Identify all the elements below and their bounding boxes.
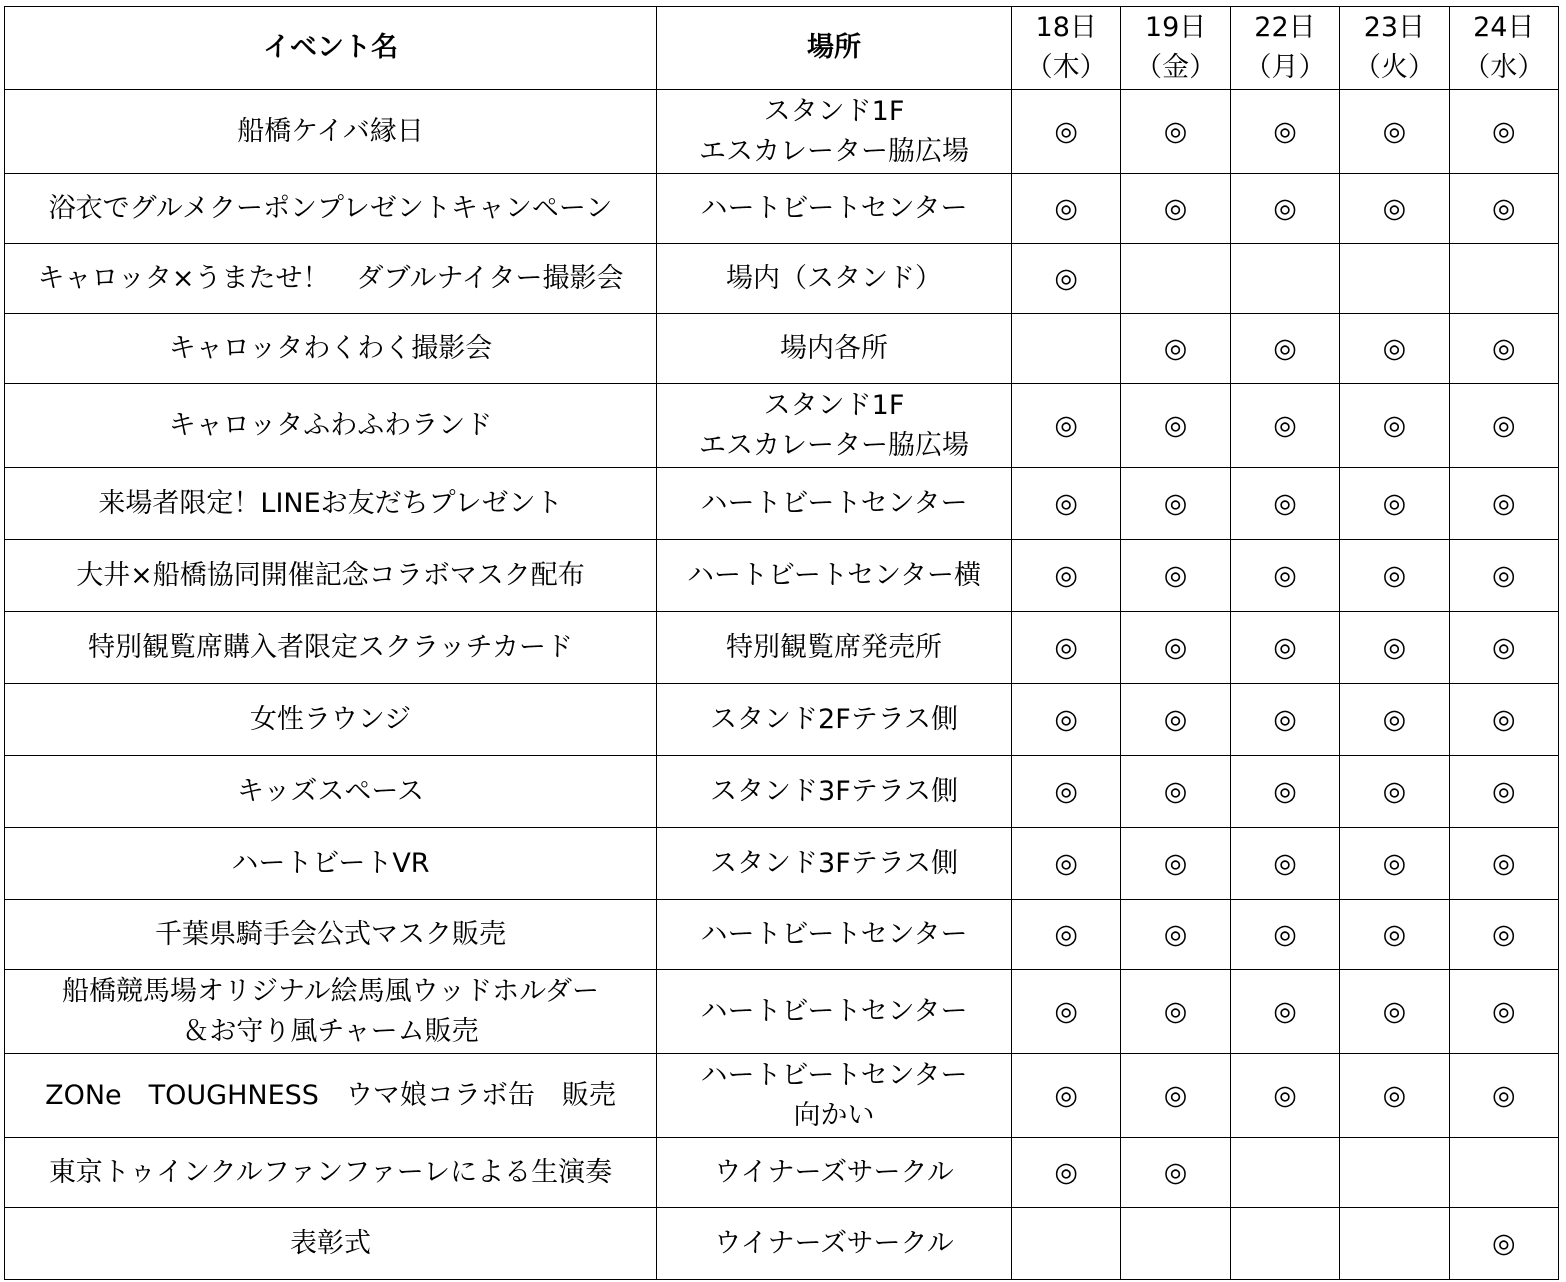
schedule-mark: ◎ [1340,90,1449,174]
schedule-mark [1230,244,1339,314]
schedule-mark: ◎ [1012,828,1121,900]
event-name-cell: 特別観覧席購入者限定スクラッチカード [5,612,657,684]
schedule-mark: ◎ [1449,756,1558,828]
schedule-mark: ◎ [1012,970,1121,1054]
schedule-mark: ◎ [1340,756,1449,828]
schedule-mark: ◎ [1449,90,1558,174]
schedule-mark: ◎ [1449,900,1558,970]
table-row [5,314,1559,384]
schedule-mark: ◎ [1012,684,1121,756]
schedule-mark: ◎ [1340,384,1449,468]
header-day-18: 18日 （木） [1012,7,1121,90]
place-cell: ハートビートセンター [657,970,1012,1054]
table-row [5,90,1559,174]
schedule-mark: ◎ [1230,684,1339,756]
schedule-mark: ◎ [1340,612,1449,684]
schedule-mark: ◎ [1340,174,1449,244]
schedule-mark: ◎ [1230,174,1339,244]
schedule-mark: ◎ [1230,540,1339,612]
event-name-cell: 女性ラウンジ [5,684,657,756]
table-row [5,684,1559,756]
header-event-name: イベント名 [5,7,657,90]
schedule-mark: ◎ [1121,174,1230,244]
schedule-mark: ◎ [1012,756,1121,828]
place-cell: スタンド1F エスカレーター脇広場 [657,90,1012,174]
schedule-mark [1340,1208,1449,1280]
event-name-cell: 表彰式 [5,1208,657,1280]
table-row [5,756,1559,828]
schedule-mark [1449,244,1558,314]
schedule-mark: ◎ [1230,612,1339,684]
schedule-mark: ◎ [1449,540,1558,612]
event-schedule-table [4,6,1559,1280]
schedule-mark: ◎ [1121,684,1230,756]
place-cell: ハートビートセンター横 [657,540,1012,612]
schedule-mark: ◎ [1012,900,1121,970]
schedule-mark: ◎ [1230,970,1339,1054]
schedule-mark: ◎ [1449,1054,1558,1138]
schedule-mark: ◎ [1012,468,1121,540]
event-name-cell: ハートビートVR [5,828,657,900]
event-name-cell: キッズスペース [5,756,657,828]
table-row [5,900,1559,970]
schedule-mark: ◎ [1121,900,1230,970]
schedule-mark [1340,244,1449,314]
event-name-cell: 船橋ケイバ縁日 [5,90,657,174]
schedule-mark: ◎ [1340,900,1449,970]
header-day-24: 24日 （水） [1449,7,1558,90]
schedule-mark: ◎ [1012,540,1121,612]
schedule-mark: ◎ [1230,314,1339,384]
table-row [5,384,1559,468]
schedule-mark: ◎ [1449,384,1558,468]
schedule-mark: ◎ [1340,684,1449,756]
place-cell: 場内各所 [657,314,1012,384]
schedule-mark: ◎ [1340,540,1449,612]
place-cell: スタンド3Fテラス側 [657,756,1012,828]
schedule-mark: ◎ [1340,314,1449,384]
event-name-cell: キャロッタ×うまたせ！ ダブルナイター撮影会 [5,244,657,314]
schedule-mark: ◎ [1449,684,1558,756]
schedule-mark [1012,314,1121,384]
schedule-mark: ◎ [1449,970,1558,1054]
event-name-cell: 浴衣でグルメクーポンプレゼントキャンペーン [5,174,657,244]
table-row [5,540,1559,612]
schedule-mark: ◎ [1230,756,1339,828]
place-cell: ハートビートセンター 向かい [657,1054,1012,1138]
schedule-mark: ◎ [1012,90,1121,174]
event-name-cell: 大井×船橋協同開催記念コラボマスク配布 [5,540,657,612]
schedule-mark: ◎ [1012,1138,1121,1208]
event-name-cell: キャロッタふわふわランド [5,384,657,468]
schedule-mark: ◎ [1449,1208,1558,1280]
header-place: 場所 [657,7,1012,90]
schedule-mark: ◎ [1230,384,1339,468]
schedule-mark [1121,244,1230,314]
header-day-23: 23日 （火） [1340,7,1449,90]
header-day-22: 22日 （月） [1230,7,1339,90]
table-row [5,828,1559,900]
schedule-mark: ◎ [1230,468,1339,540]
schedule-mark: ◎ [1230,1054,1339,1138]
schedule-mark: ◎ [1012,174,1121,244]
schedule-mark: ◎ [1121,612,1230,684]
place-cell: ウイナーズサークル [657,1208,1012,1280]
schedule-mark: ◎ [1121,756,1230,828]
table-row [5,612,1559,684]
place-cell: 場内（スタンド） [657,244,1012,314]
table-row [5,468,1559,540]
header-row [5,7,1559,90]
schedule-mark [1121,1208,1230,1280]
schedule-mark: ◎ [1230,900,1339,970]
schedule-mark: ◎ [1121,1054,1230,1138]
table-row [5,970,1559,1054]
schedule-mark [1012,1208,1121,1280]
place-cell: ウイナーズサークル [657,1138,1012,1208]
place-cell: ハートビートセンター [657,174,1012,244]
schedule-mark: ◎ [1121,468,1230,540]
schedule-mark: ◎ [1340,1054,1449,1138]
schedule-mark: ◎ [1340,970,1449,1054]
place-cell: スタンド2Fテラス側 [657,684,1012,756]
schedule-mark: ◎ [1449,468,1558,540]
schedule-mark: ◎ [1121,970,1230,1054]
schedule-mark: ◎ [1012,1054,1121,1138]
schedule-mark: ◎ [1012,244,1121,314]
event-name-cell: キャロッタわくわく撮影会 [5,314,657,384]
schedule-mark [1449,1138,1558,1208]
place-cell: 特別観覧席発売所 [657,612,1012,684]
schedule-mark: ◎ [1340,828,1449,900]
schedule-mark: ◎ [1121,314,1230,384]
place-cell: スタンド1F エスカレーター脇広場 [657,384,1012,468]
schedule-mark [1230,1208,1339,1280]
schedule-mark: ◎ [1340,468,1449,540]
schedule-mark: ◎ [1449,612,1558,684]
schedule-mark: ◎ [1121,90,1230,174]
schedule-mark: ◎ [1121,828,1230,900]
table-row [5,1138,1559,1208]
event-name-cell: ZONe TOUGHNESS ウマ娘コラボ缶 販売 [5,1054,657,1138]
schedule-mark: ◎ [1230,828,1339,900]
table-row [5,244,1559,314]
place-cell: ハートビートセンター [657,900,1012,970]
header-day-19: 19日 （金） [1121,7,1230,90]
event-name-cell: 東京トゥインクルファンファーレによる生演奏 [5,1138,657,1208]
schedule-mark: ◎ [1449,828,1558,900]
schedule-mark: ◎ [1230,90,1339,174]
table-row [5,174,1559,244]
table-row [5,1054,1559,1138]
schedule-mark: ◎ [1012,384,1121,468]
event-name-cell: 船橋競馬場オリジナル絵馬風ウッドホルダー ＆お守り風チャーム販売 [5,970,657,1054]
schedule-mark: ◎ [1121,384,1230,468]
schedule-mark: ◎ [1449,314,1558,384]
schedule-mark: ◎ [1121,540,1230,612]
schedule-mark: ◎ [1449,174,1558,244]
schedule-mark: ◎ [1012,612,1121,684]
schedule-mark: ◎ [1121,1138,1230,1208]
table-row [5,1208,1559,1280]
event-name-cell: 千葉県騎手会公式マスク販売 [5,900,657,970]
schedule-mark [1230,1138,1339,1208]
schedule-mark [1340,1138,1449,1208]
place-cell: ハートビートセンター [657,468,1012,540]
event-name-cell: 来場者限定！LINEお友だちプレゼント [5,468,657,540]
place-cell: スタンド3Fテラス側 [657,828,1012,900]
